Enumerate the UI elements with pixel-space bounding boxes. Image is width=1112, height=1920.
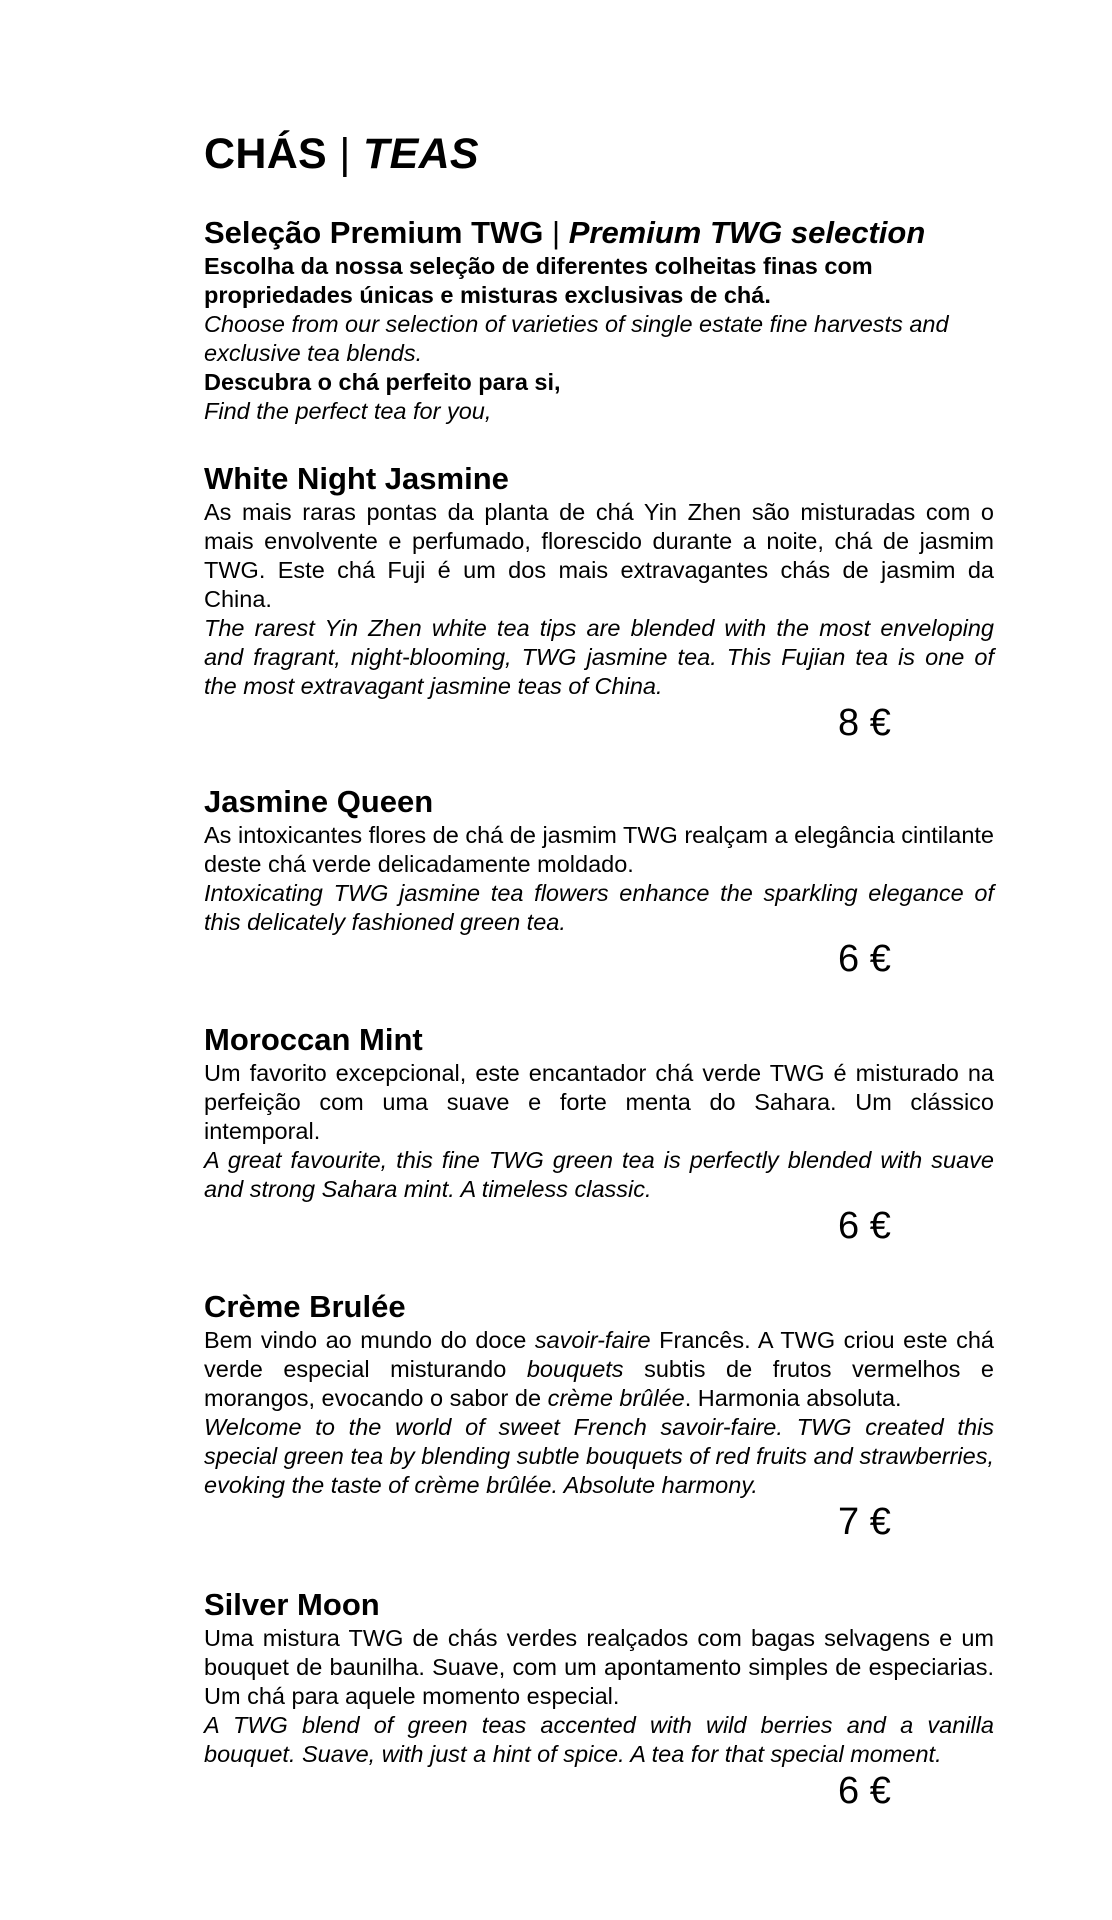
tea-description-pt: As mais raras pontas da planta de chá Yin Zhen são misturadas com o mais envolvente e perfumado, florescido durante a noite, chá de jasmim TWG. Este chá Fuji é um dos mais extravagantes chás de jasmim da China. [204, 499, 994, 612]
tea-description-pt [204, 1326, 994, 1413]
page-title-separator: | [339, 130, 351, 178]
page-title-en: TEAS [363, 130, 479, 178]
desc-text: Francês. A TWG criou este chá verde especial misturando [204, 1327, 995, 1382]
tea-item-jasmine-queen [204, 783, 994, 981]
section-title-separator: | [552, 215, 561, 250]
menu-page [204, 128, 994, 1813]
section-title-pt: Seleção Premium TWG [204, 215, 544, 250]
tea-description-en: The rarest Yin Zhen white tea tips are blended with the most enveloping and fragrant, night-blooming, TWG jasmine tea. This Fujian tea is one of the most extravagant jasmine teas of China. [204, 615, 994, 699]
desc-emphasis: savoir-faire [534, 1327, 651, 1353]
intro-cta-pt: Descubra o chá perfeito para si, [204, 369, 561, 395]
tea-price: 6 € [838, 938, 891, 980]
tea-price: 6 € [838, 1205, 891, 1247]
tea-name: Crème Brulée [204, 1289, 406, 1324]
tea-name: White Night Jasmine [204, 461, 509, 496]
page-title-pt: CHÁS [204, 130, 328, 178]
tea-description-pt: Uma mistura TWG de chás verdes realçados com bagas selvagens e um bouquet de baunilha. Suave, com um apontamento simples de especiarias. Um chá para aquele momento especial. [204, 1625, 994, 1709]
tea-price: 6 € [838, 1770, 891, 1812]
tea-item-creme-brulee [204, 1288, 994, 1544]
desc-emphasis: crème brûlée [547, 1385, 685, 1411]
tea-item-silver-moon [204, 1586, 994, 1813]
tea-description-pt: As intoxicantes flores de chá de jasmim TWG realçam a elegância cintilante deste chá verde delicadamente moldado. [204, 822, 994, 877]
intro-text-pt: Escolha da nossa seleção de diferentes colheitas finas com propriedades únicas e misturas exclusivas de chá. [204, 253, 873, 308]
tea-name: Moroccan Mint [204, 1022, 423, 1057]
tea-name: Silver Moon [204, 1587, 380, 1622]
tea-item-white-night-jasmine [204, 460, 994, 745]
tea-price: 8 € [838, 702, 891, 744]
tea-name: Jasmine Queen [204, 784, 434, 819]
intro-text-en: Choose from our selection of varieties of single estate fine harvests and exclusive tea blends. [204, 311, 949, 366]
section-title [204, 214, 994, 252]
section-intro [204, 214, 994, 426]
desc-emphasis: bouquets [526, 1356, 624, 1382]
tea-description-en: A TWG blend of green teas accented with wild berries and a vanilla bouquet. Suave, with just a hint of spice. A tea for that special moment. [204, 1712, 994, 1767]
tea-description-pt: Um favorito excepcional, este encantador chá verde TWG é misturado na perfeição com uma suave e forte menta do Sahara. Um clássico intemporal. [204, 1060, 994, 1144]
section-title-en: Premium TWG selection [568, 215, 926, 250]
tea-description-en: Intoxicating TWG jasmine tea flowers enhance the sparkling elegance of this delicately fashioned green tea. [204, 880, 994, 935]
desc-text: Bem vindo ao mundo do doce [204, 1327, 535, 1353]
page-title [204, 128, 994, 180]
desc-text: . Harmonia absoluta. [684, 1385, 902, 1411]
tea-price: 7 € [838, 1501, 891, 1543]
tea-item-moroccan-mint [204, 1021, 994, 1248]
desc-text: subtis de frutos vermelhos e morangos, evocando o sabor de [204, 1356, 994, 1411]
tea-description-en: Welcome to the world of sweet French savoir-faire. TWG created this special green tea by blending subtle bouquets of red fruits and strawberries, evoking the taste of crème brûlée. Absolute harmony. [204, 1414, 994, 1498]
tea-description-en: A great favourite, this fine TWG green tea is perfectly blended with suave and strong Sahara mint. A timeless classic. [204, 1147, 994, 1202]
intro-cta-en: Find the perfect tea for you, [204, 398, 492, 424]
